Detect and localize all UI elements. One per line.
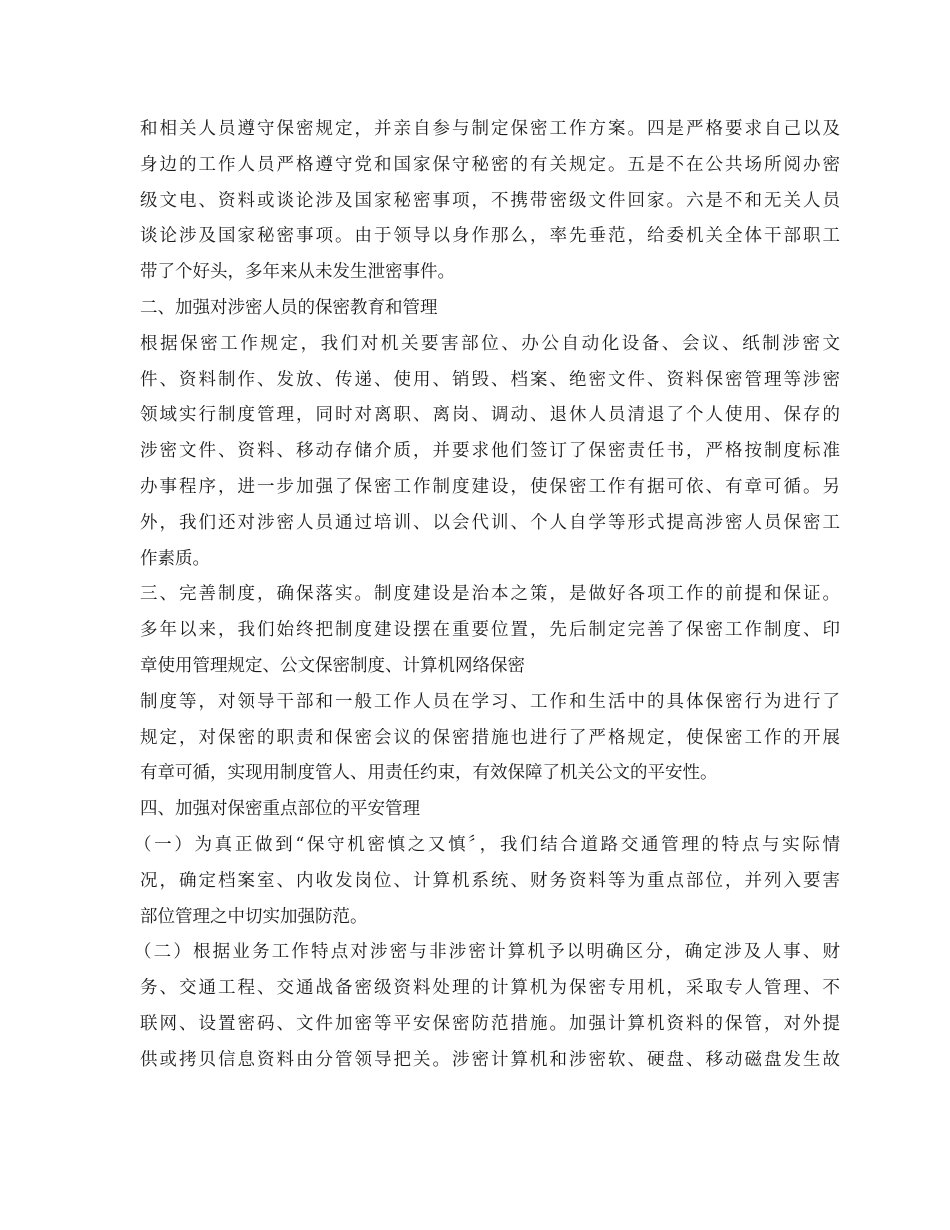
text-line: 况，确定档案室、内收发岗位、计算机系统、财务资料等为重点部位，并列入要害 xyxy=(140,870,840,891)
text-line: 办事程序，进一步加强了保密工作制度建设，使保密工作有据可依、有章可循。另 xyxy=(140,476,840,497)
text-line: 规定，对保密的职责和保密会议的保密措施也进行了严格规定，使保密工作的开展 xyxy=(140,727,840,748)
text-line: 作素质。 xyxy=(140,548,210,569)
text-line: 务、交通工程、交通战备密级资料处理的计算机为保密专用机，采取专人管理、不 xyxy=(140,978,840,999)
text-line: 领域实行制度管理，同时对离职、离岗、调动、退休人员清退了个人使用、保存的 xyxy=(140,405,840,426)
document-body xyxy=(134,112,840,1079)
text-line: 根据保密工作规定，我们对机关要害部位、办公自动化设备、会议、纸制涉密文 xyxy=(140,333,840,354)
text-line: 涉密文件、资料、移动存储介质，并要求他们签订了保密责任书，严格按制度标准 xyxy=(140,441,840,462)
text-line: 件、资料制作、发放、传递、使用、销毁、档案、绝密文件、资料保密管理等涉密 xyxy=(140,369,840,390)
text-line: 级文电、资料或谈论涉及国家秘密事项，不携带密级文件回家。六是不和无关人员 xyxy=(140,190,840,211)
text-line: 三、完善制度，确保落实。制度建设是治本之策，是做好各项工作的前提和保证。 xyxy=(140,584,840,605)
text-line: （一）为真正做到“保守机密慎之又慎〞，我们结合道路交通管理的特点与实际情 xyxy=(134,834,840,855)
text-line: （二）根据业务工作特点对涉密与非涉密计算机予以明确区分，确定涉及人事、财 xyxy=(134,942,840,963)
text-line: 二、加强对涉密人员的保密教育和管理 xyxy=(140,297,438,318)
text-line: 身边的工作人员严格遵守党和国家保守秘密的有关规定。五是不在公共场所阅办密 xyxy=(140,154,840,175)
text-line: 谈论涉及国家秘密事项。由于领导以身作那么，率先垂范，给委机关全体干部职工 xyxy=(140,226,840,247)
text-line: 供或拷贝信息资料由分管领导把关。涉密计算机和涉密软、硬盘、移动磁盘发生故 xyxy=(140,1049,840,1070)
text-line: 外，我们还对涉密人员通过培训、以会代训、个人自学等形式提高涉密人员保密工 xyxy=(140,512,840,533)
text-line: 多年以来，我们始终把制度建设摆在重要位置，先后制定完善了保密工作制度、印 xyxy=(140,620,840,641)
text-line: 带了个好头，多年来从未发生泄密事件。 xyxy=(140,262,455,283)
text-line: 部位管理之中切实加强防范。 xyxy=(140,906,368,927)
text-line: 和相关人员遵守保密规定，并亲自参与制定保密工作方案。四是严格要求自己以及 xyxy=(140,119,840,139)
text-line: 四、加强对保密重点部位的平安管理 xyxy=(140,799,420,820)
text-line: 制度等，对领导干部和一般工作人员在学习、工作和生活中的具体保密行为进行了 xyxy=(140,691,840,712)
text-line: 有章可循，实现用制度管人、用责任约束，有效保障了机关公文的平安性。 xyxy=(140,763,718,784)
text-line: 章使用管理规定、公文保密制度、计算机网络保密 xyxy=(140,655,525,676)
text-line: 联网、设置密码、文件加密等平安保密防范措施。加强计算机资料的保管，对外提 xyxy=(140,1013,840,1034)
